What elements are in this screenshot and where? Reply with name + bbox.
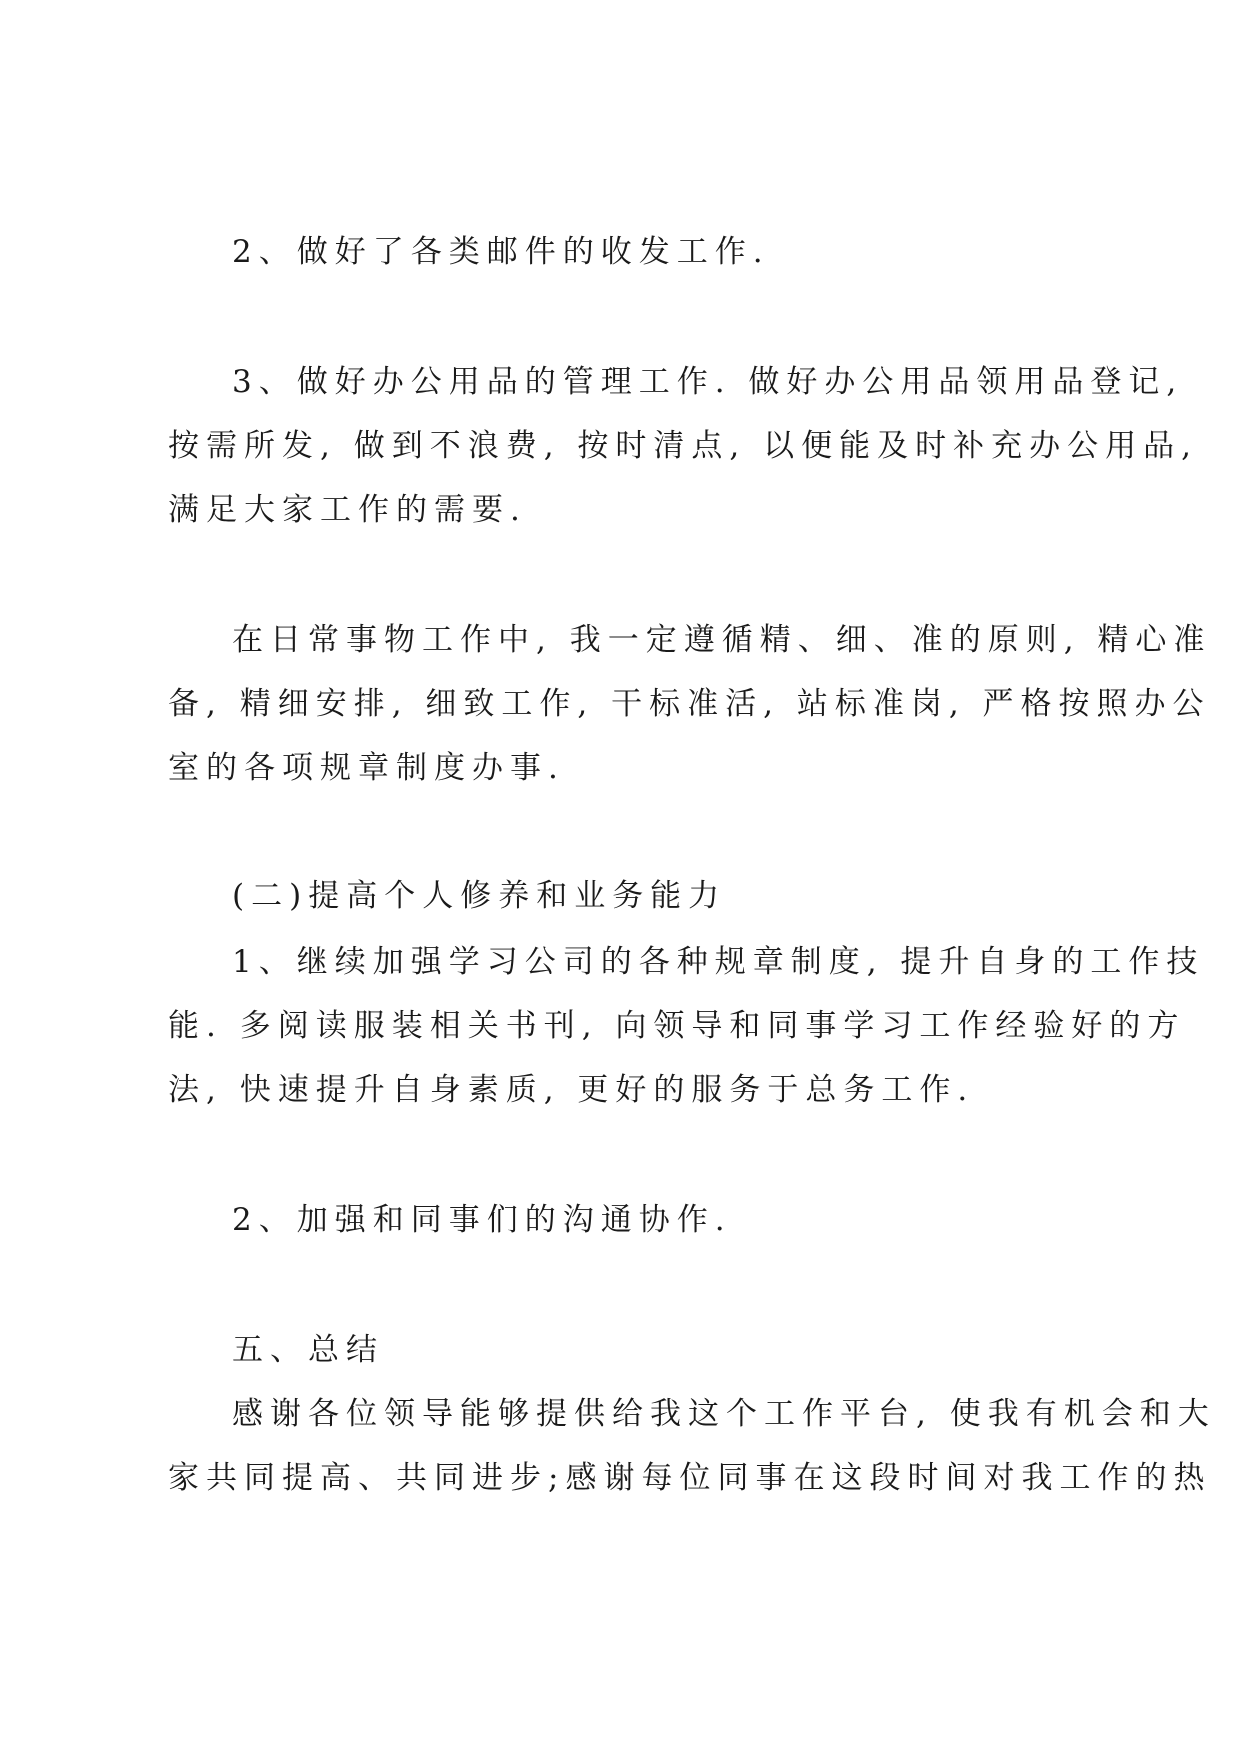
text-line: 备, 精细安排, 细致工作, 干标准活, 站标准岗, 严格按照办公 <box>168 686 1211 722</box>
text-line: 在日常事物工作中, 我一定遵循精、细、准的原则, 精心准 <box>232 622 1212 658</box>
text-line: 2、加强和同事们的沟通协作. <box>232 1202 732 1238</box>
section-heading: 五、总结 <box>232 1332 384 1368</box>
section-heading: (二)提高个人修养和业务能力 <box>232 878 727 914</box>
text-line: 按需所发, 做到不浪费, 按时清点, 以便能及时补充办公用品, <box>168 428 1198 464</box>
text-line: 满足大家工作的需要. <box>168 492 527 528</box>
text-line: 3、做好办公用品的管理工作. 做好办公用品领用品登记, <box>232 364 1184 400</box>
text-line: 室的各项规章制度办事. <box>168 750 565 786</box>
text-line: 能. 多阅读服装相关书刊, 向领导和同事学习工作经验好的方 <box>168 1008 1186 1044</box>
text-line: 1、继续加强学习公司的各种规章制度, 提升自身的工作技 <box>232 944 1205 980</box>
text-line: 家共同提高、共同进步;感谢每位同事在这段时间对我工作的热 <box>168 1460 1212 1496</box>
text-line: 法, 快速提升自身素质, 更好的服务于总务工作. <box>168 1072 975 1108</box>
text-line: 2、做好了各类邮件的收发工作. <box>232 234 770 270</box>
text-line: 感谢各位领导能够提供给我这个工作平台, 使我有机会和大 <box>232 1396 1216 1432</box>
